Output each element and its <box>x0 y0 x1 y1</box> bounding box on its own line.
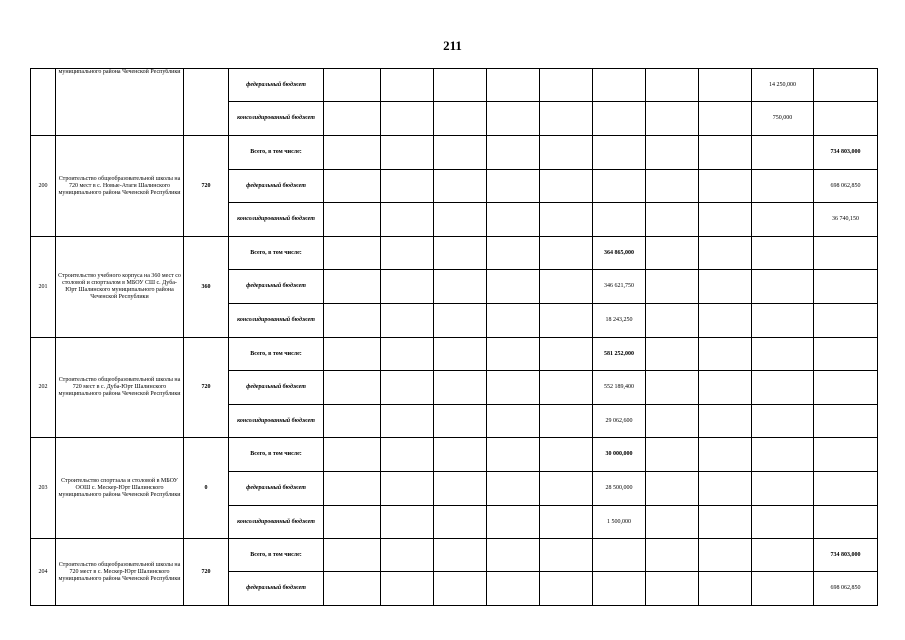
table-row <box>31 237 878 270</box>
row-label-consolidated: консолидированный бюджет <box>229 304 324 338</box>
row-number: 202 <box>31 338 56 438</box>
table-row <box>31 539 878 572</box>
row-label-federal: федеральный бюджет <box>229 572 324 606</box>
cell-value: 734 803,000 <box>814 539 878 572</box>
cell-value: 750,000 <box>752 102 814 136</box>
row-label-consolidated: консолидированный бюджет <box>229 102 324 136</box>
capacity: 720 <box>184 338 229 438</box>
capacity: 720 <box>184 136 229 237</box>
row-number: 200 <box>31 136 56 237</box>
capacity: 0 <box>184 438 229 539</box>
row-label-federal: федеральный бюджет <box>229 371 324 405</box>
project-name: Строительство спортзала и столовой в МБОУ ООШ с. Мескер-Юрт Шалинского муниципального района Чеченской Республики <box>56 438 184 539</box>
cell-value: 30 000,000 <box>593 438 646 472</box>
table-row <box>31 69 878 102</box>
table-row <box>31 338 878 371</box>
row-label-federal: федеральный бюджет <box>229 472 324 506</box>
cell-value: 364 865,000 <box>593 237 646 270</box>
cell-value: 734 803,000 <box>814 136 878 170</box>
cell-value: 29 062,600 <box>593 405 646 438</box>
budget-table <box>30 68 878 606</box>
project-name: Строительство общеобразовательной школы на 720 мест в с. Новые-Атаги Шалинского муниципального района Чеченской Республики <box>56 136 184 237</box>
row-number: 201 <box>31 237 56 338</box>
row-label-total: Всего, в том числе: <box>229 136 324 170</box>
cell-value: 346 621,750 <box>593 270 646 304</box>
cell-value: 14 250,000 <box>752 69 814 102</box>
cell-value: 698 062,850 <box>814 170 878 203</box>
row-label-total: Всего, в том числе: <box>229 338 324 371</box>
table-row <box>31 438 878 472</box>
row-label-total: Всего, в том числе: <box>229 438 324 472</box>
project-name: Строительство общеобразовательной школы на 720 мест в с. Мескер-Юрт Шалинского муниципального района Чеченской Республики <box>56 539 184 606</box>
row-number: 204 <box>31 539 56 606</box>
capacity: 720 <box>184 539 229 606</box>
row-label-total: Всего, в том числе: <box>229 237 324 270</box>
page-number: 211 <box>443 38 462 53</box>
row-label-federal: федеральный бюджет <box>229 170 324 203</box>
row-label-federal: федеральный бюджет <box>229 270 324 304</box>
row-label-consolidated: консолидированный бюджет <box>229 405 324 438</box>
row-label-total: Всего, в том числе: <box>229 539 324 572</box>
capacity: 360 <box>184 237 229 338</box>
cell-value: 581 252,000 <box>593 338 646 371</box>
row-label-consolidated: консолидированный бюджет <box>229 203 324 237</box>
cell-value: 18 243,250 <box>593 304 646 338</box>
cell-value: 28 500,000 <box>593 472 646 506</box>
row-label-federal: федеральный бюджет <box>229 69 324 102</box>
project-name: Строительство общеобразовательной школы на 720 мест в с. Дуба-Юрт Шалинского муниципального района Чеченской Республики <box>56 338 184 438</box>
cell-value: 36 740,150 <box>814 203 878 237</box>
cell-value: 552 189,400 <box>593 371 646 405</box>
row-label-consolidated: консолидированный бюджет <box>229 506 324 539</box>
table-row <box>31 136 878 170</box>
row-number: 203 <box>31 438 56 539</box>
cell-value: 1 500,000 <box>593 506 646 539</box>
cell-value: 698 062,850 <box>814 572 878 606</box>
project-name: муниципального района Чеченской Республики <box>56 69 184 136</box>
project-name: Строительство учебного корпуса на 360 мест со столовой и спортзалом в МБОУ СШ с. Дуба-Юрт Шалинского муниципального района Чеченской Республики <box>56 237 184 338</box>
